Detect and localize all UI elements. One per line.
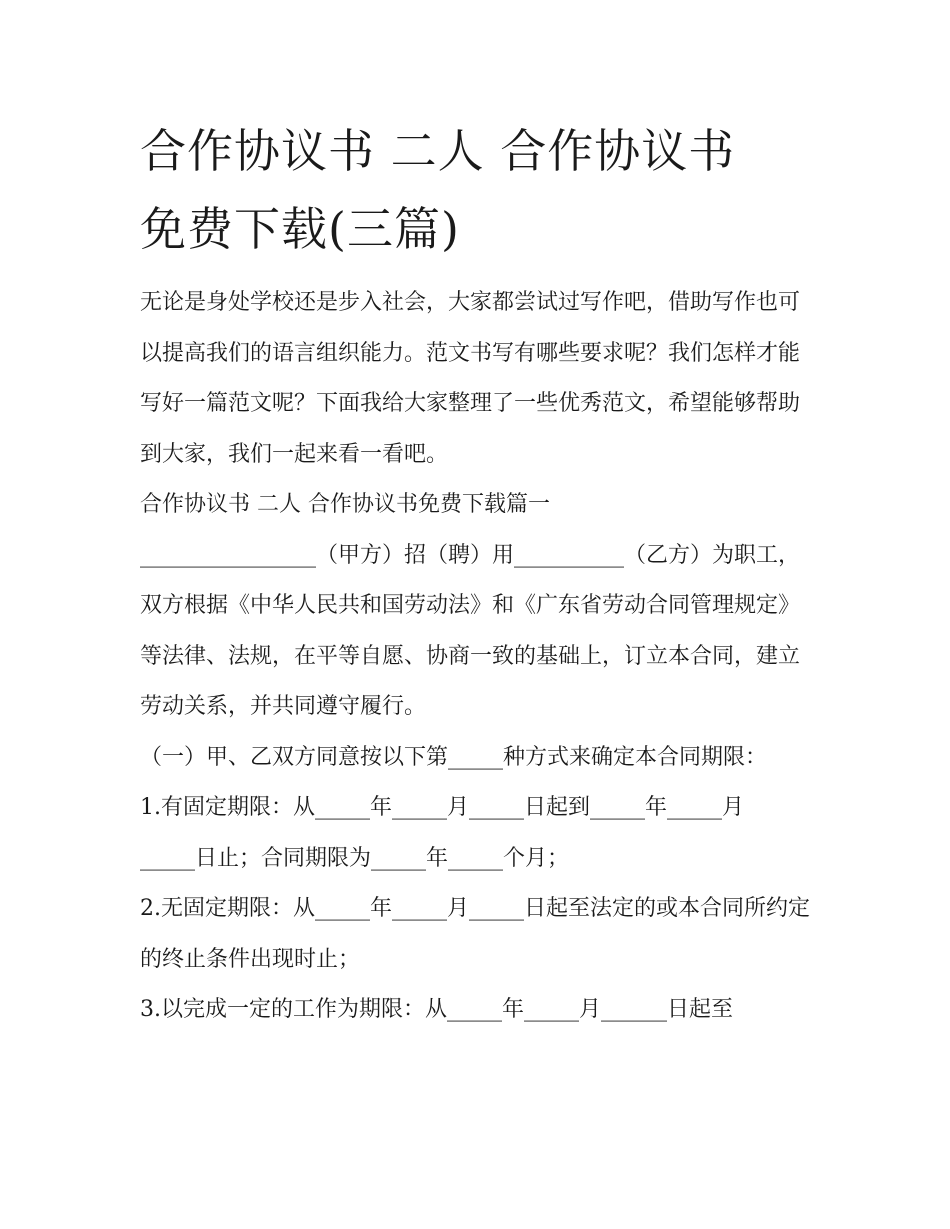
document-title	[140, 112, 820, 268]
item-1-line-2: _____日止；合同期限为_____年_____个月；	[140, 845, 570, 871]
section-heading: 合作协议书 二人 合作协议书免费下载篇一	[140, 492, 550, 517]
item-2: 2.无固定期限：从_____年_____月_____日起至法定的或本合同所约定的终止条件出现时止；	[140, 896, 810, 972]
item-1-line-1: 1.有固定期限：从_____年_____月_____日起到_____年_____月	[140, 795, 744, 820]
title-line-2: 免费下载(三篇)	[140, 202, 460, 256]
item-3: 3.以完成一定的工作为期限：从_____年_____月______日起至	[140, 997, 733, 1022]
clause-one: （一）甲、乙双方同意按以下第_____种方式来确定本合同期限：	[140, 744, 768, 770]
document-page	[140, 112, 820, 1036]
title-line-1: 合作协议书 二人 合作协议书	[140, 124, 736, 178]
intro-paragraph: 无论是身处学校还是步入社会，大家都尝试过写作吧，借助写作也可以提高我们的语言组织能力。范文书写有哪些要求呢？我们怎样才能写好一篇范文呢？下面我给大家整理了一些优秀范文，希望能够帮助到大家，我们一起来看一看吧。	[140, 290, 801, 467]
party-paragraph: ________________（甲方）招（聘）用__________（乙方）为职工，双方根据《中华人民共和国劳动法》和《广东省劳动合同管理规定》等法律、法规，在平等自愿、协商一致的基础上，订立本合同，建立劳动关系，并共同遵守履行。	[140, 542, 801, 719]
